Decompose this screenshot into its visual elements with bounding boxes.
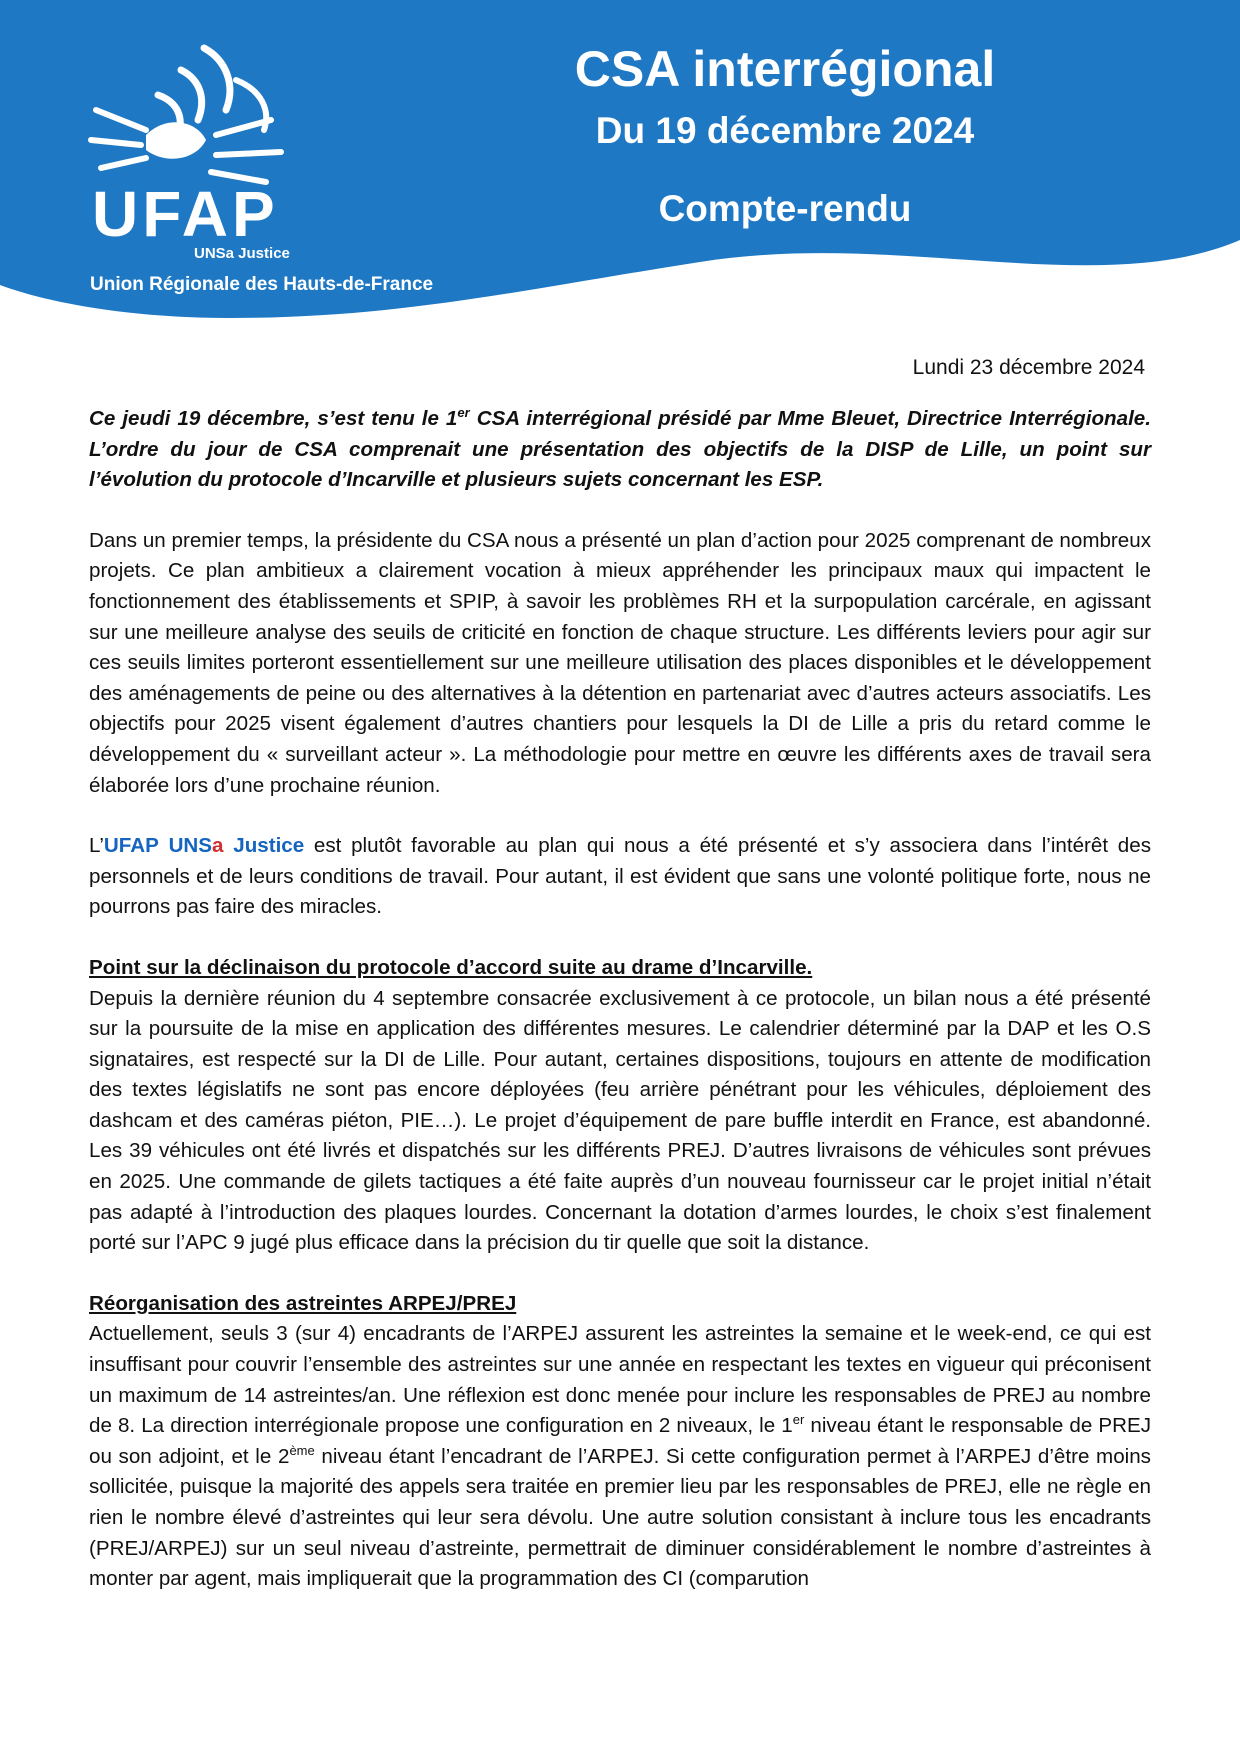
dove-logo-icon	[86, 40, 296, 190]
brand-ufap: UFAP	[103, 834, 159, 858]
document-title: CSA interrégional	[574, 41, 996, 97]
brand-justice: Justice	[233, 834, 305, 858]
document-date: Lundi 23 décembre 2024	[912, 356, 1145, 379]
position-paragraph: L’UFAP UNSa Justice est plutôt favorable au plan qui nous a été présenté et s’y associera dans l’intérêt des personnels et de leurs conditions de travail. Pour autant, il est évident que sans une volonté politique forte, nous ne pourrons pas faire des miracles.	[89, 834, 1151, 919]
document-subtitle: Compte-rendu	[658, 188, 912, 229]
intro-paragraph: Ce jeudi 19 décembre, s’est tenu le 1er CSA interrégional présidé par Mme Bleuet, Directrice Interrégionale. L’ordre du jour de CSA comprenait une présentation des objectifs de la DISP de Lille, un point sur l’évolution du protocole d’Incarville et plusieurs sujets concernant les ESP.	[89, 405, 1151, 492]
region-name: Union Régionale des Hauts-de-France	[90, 274, 434, 295]
meeting-date: Du 19 décembre 2024	[595, 110, 975, 151]
section-title-astreintes: Réorganisation des astreintes ARPEJ/PREJ	[89, 1291, 517, 1315]
section-title-protocol: Point sur la déclinaison du protocole d’accord suite au drame d’Incarville.	[89, 955, 813, 979]
document-body	[89, 350, 1151, 1625]
astreintes-paragraph: Actuellement, seuls 3 (sur 4) encadrants de l’ARPEJ assurent les astreintes la semaine et le week-end, ce qui est insuffisant pour couvrir l’ensemble des astreintes sur une année en respectant les textes en vigueur qui préconisent un maximum de 14 astreintes/an. Une réflexion est donc menée pour inclure les responsables de PREJ au nombre de 8. La direction interrégionale propose une configuration en 2 niveaux, le 1er niveau étant le responsable de PREJ ou son adjoint, et le 2ème niveau étant l’encadrant de l’ARPEJ. Si cette configuration permet à l’ARPEJ d’être moins sollicitée, puisque la majorité des appels sera traitée en premier lieu par les responsables de PREJ, elle ne règle en rien le nombre élevé d’astreintes qui leur sera dévolu. Une autre solution consistant à inclure tous les encadrants (PREJ/ARPEJ) sur un seul niveau d’astreinte, permettrait de diminuer considérablement le nombre d’astreintes à monter par agent, mais impliquerait que la programmation des CI (comparution	[89, 1322, 1151, 1591]
brand-a: a	[212, 834, 224, 858]
plan-paragraph: Dans un premier temps, la présidente du CSA nous a présenté un plan d’action pour 2025 comprenant de nombreux projets. Ce plan ambitieux a clairement vocation à mieux appréhender les principaux maux qui impactent le fonctionnement des établissements et SPIP, à savoir les problèmes RH et la surpopulation carcérale, en agissant sur une meilleure analyse des seuils de criticité en fonction de chaque structure. Les différents leviers pour agir sur ces seuils limites porteront essentiellement sur une meilleure utilisation des places disponibles et le développement des aménagements de peine ou des alternatives à la détention en partenariat avec d’autres acteurs associatifs. Les objectifs pour 2025 visent également d’autres chantiers pour lesquels la DI de Lille a pris du retard comme le développement du « surveillant acteur ». La méthodologie pour mettre en œuvre les différents axes de travail sera élaborée lors d’une prochaine réunion.	[89, 528, 1151, 797]
logo-text: UFAP	[92, 178, 279, 250]
brand-uns: UNS	[168, 834, 213, 858]
logo-subtext: UNSa Justice	[194, 245, 290, 262]
protocol-paragraph: Depuis la dernière réunion du 4 septembre consacrée exclusivement à ce protocole, un bilan nous a été présenté sur la poursuite de la mise en application des différentes mesures. Le calendrier déterminé par la DAP et les O.S signataires, est respecté sur la DI de Lille. Pour autant, certaines dispositions, toujours en attente de modification des textes législatifs ne sont pas encore déployées (feu arrière pénétrant pour les véhicules, déploiement des dashcam et des caméras piéton, PIE…). Le projet d’équipement de pare buffle interdit en France, est abandonné. Les 39 véhicules ont été livrés et dispatchés sur les différents PREJ. D’autres livraisons de véhicules sont prévues en 2025. Une commande de gilets tactiques a été faite auprès d’un nouveau fournisseur car le projet initial n’était pas adapté à l’introduction des plaques lourdes. Concernant la dotation d’armes lourdes, le choix s’est finalement porté sur l’APC 9 jugé plus efficace dans la précision du tir quelle que soit la distance.	[89, 986, 1151, 1255]
